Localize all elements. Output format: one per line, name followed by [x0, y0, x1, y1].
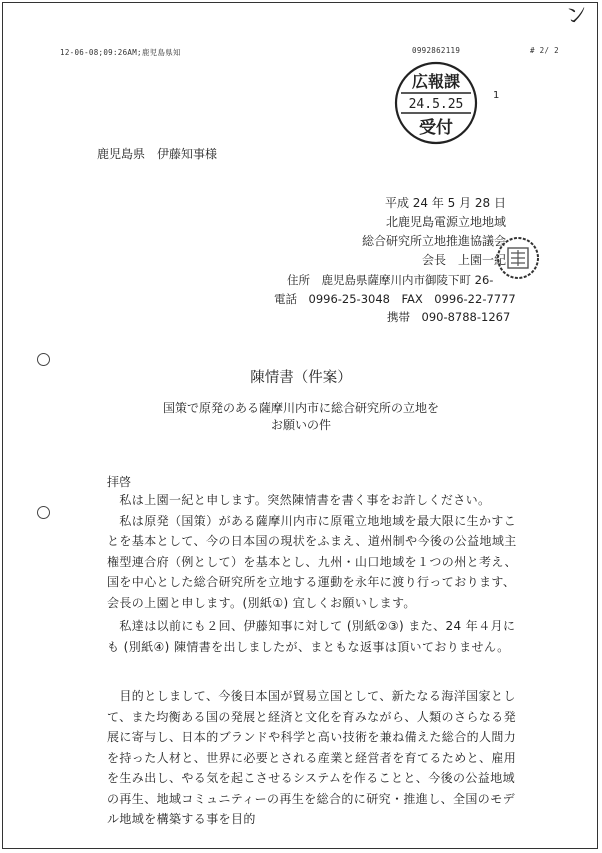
fax-header-left: 12-06-08;09:26AM;鹿児島県知	[60, 48, 181, 57]
stamp-top-text: 広報課	[411, 72, 461, 91]
document-subtitle-line-2: お願いの件	[270, 418, 331, 432]
page-number: 1	[493, 90, 500, 101]
sender-phone-fax: 電話 0996-25-3048 FAX 0996-22-7777	[274, 292, 516, 306]
body-paragraph-2: 私達は以前にも２回、伊藤知事に対して (別紙②③) また、24 年４月にも (別紙④) 陳情書を出しましたが、まともな返事は頂いておりません。	[107, 619, 516, 654]
reception-stamp	[393, 60, 479, 146]
punch-hole-bottom	[37, 506, 50, 519]
stamp-date: 24.5.25	[408, 97, 464, 112]
addressee: 鹿児島県 伊藤知事様	[97, 147, 218, 161]
stamp-bottom-text: 受付	[419, 118, 453, 138]
document-date: 平成 24 年 5 月 28 日	[384, 196, 506, 210]
document-subtitle-line-1: 国策で原発のある薩摩川内市に総合研究所の立地を	[162, 401, 439, 415]
fax-header-number: 0992862119	[412, 46, 461, 55]
salutation: 拝啓	[107, 475, 132, 489]
fax-header-page: # 2/ 2	[530, 46, 559, 55]
body-paragraph-1: 私は上園一紀と申します。突然陳情書を書く事をお許しください。 私は原発（国策）がある薩摩川内市に原電立地地域を最大限に生かすことを基本として、今の日本国の現状をふまえ、道州制や今後の公益地域主権型連合府（例として）を基本とし、九州・山口地域を１つの州と考え、国を中心とした総合研究所を立地する運動を永年に渡り行っております、会長の上園と申します。(別紙①) 宜しくお願いします。	[107, 493, 517, 610]
corner-mark: ン	[563, 0, 591, 31]
sender-address: 住所 鹿児島県薩摩川内市御陵下町 26-	[287, 273, 494, 287]
sender-org-2: 総合研究所立地推進協議会	[361, 234, 506, 248]
body-paragraph-3: 目的としまして、今後日本国が貿易立国として、新たなる海洋国家として、また均衡ある国の発展と経済と文化を育みながら、人類のさらなる発展に寄与し、日本的ブランドや科学と高い技術を兼ね備えた総合的人間力を持った人材と、世界に必要とされる産業と経営者を育てるためと、雇用を生み出し、やる気を起こさせるシステムを作ることと、今後の公益地域の再生、地域コミュニティーの再生を総合的に研究・推進し、全国のモデル地域を構築する事を目的	[107, 689, 517, 826]
personal-seal	[495, 235, 541, 281]
sender-org-1: 北鹿児島電源立地地域	[385, 215, 506, 229]
punch-hole-top	[37, 353, 50, 366]
sender-mobile: 携帯 090-8788-1267	[387, 310, 511, 324]
document-title: 陳情書（件案）	[250, 370, 352, 386]
sender-chair: 会長 上園一紀	[421, 253, 506, 267]
